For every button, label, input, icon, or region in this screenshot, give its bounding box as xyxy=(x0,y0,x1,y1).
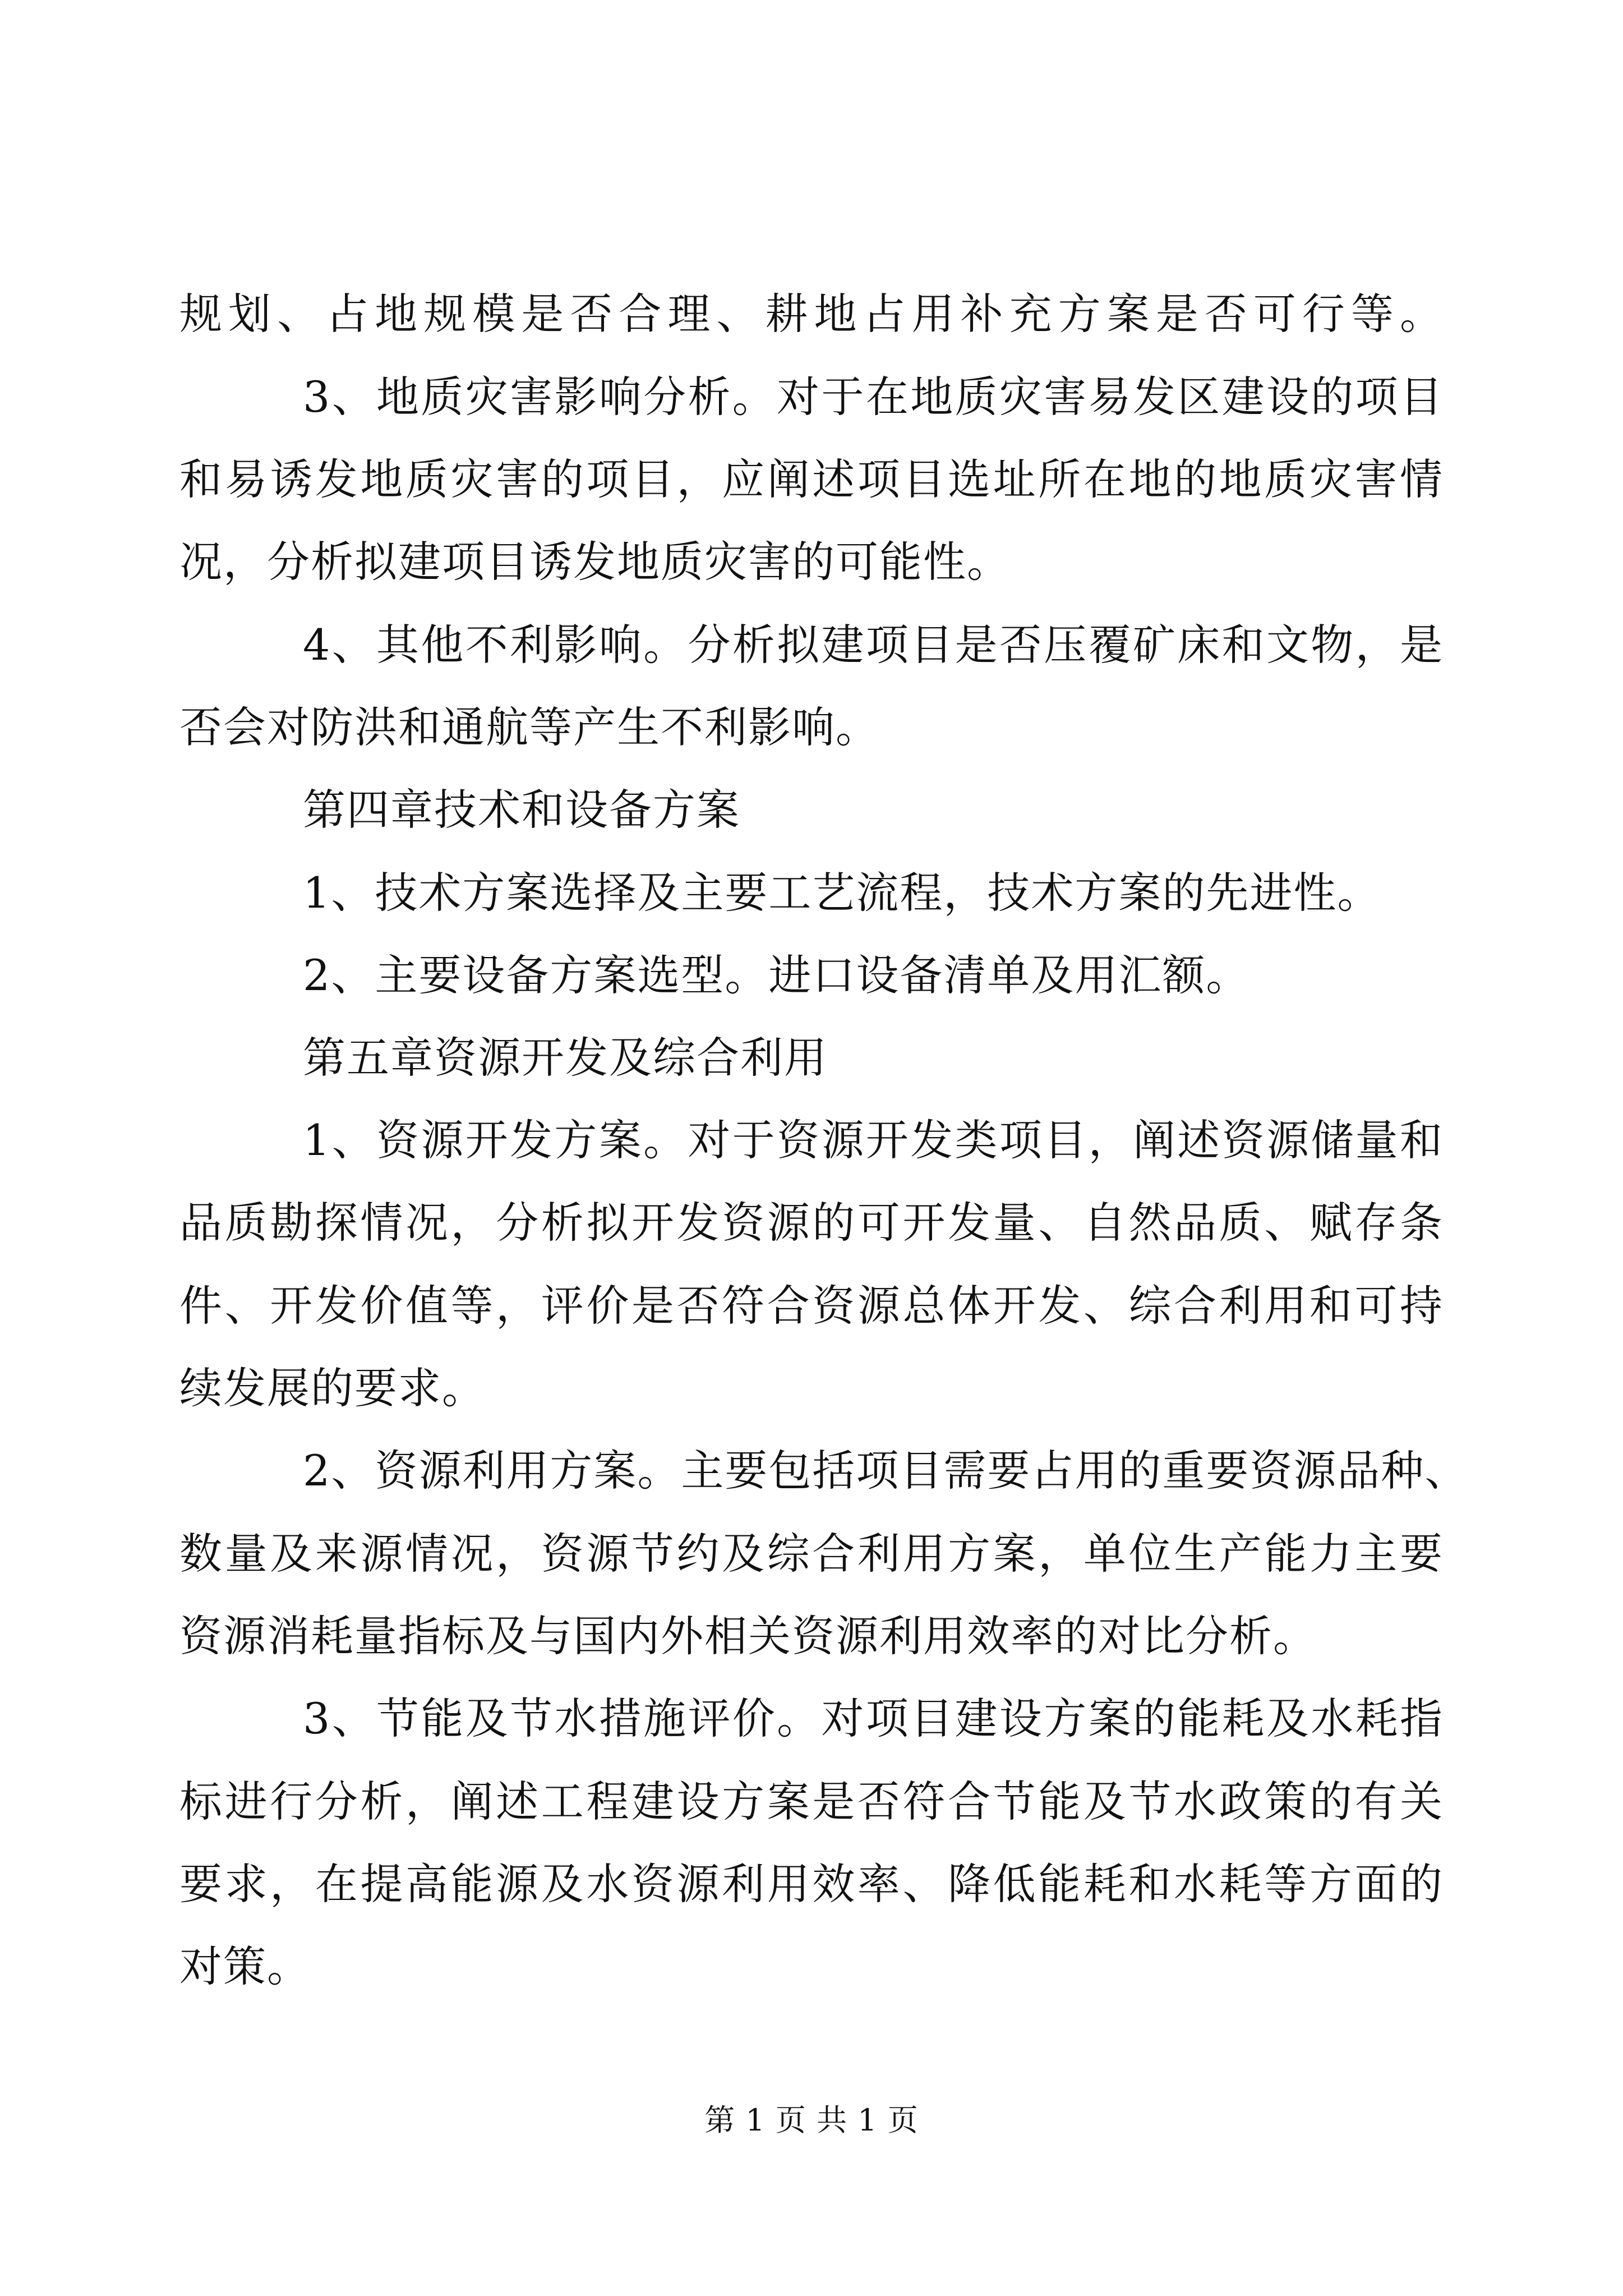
text-line: 标进行分析，阐述工程建设方案是否符合节能及节水政策的有关 xyxy=(179,1777,1444,1826)
text-line: 要求，在提高能源及水资源利用效率、降低能耗和水耗等方面的 xyxy=(179,1859,1444,1909)
page-number-footer: 第 1 页 共 1 页 xyxy=(704,2102,919,2138)
chapter-heading: 第四章技术和设备方案 xyxy=(303,785,740,835)
text-line: 数量及来源情况，资源节约及综合利用方案，单位生产能力主要 xyxy=(179,1529,1444,1579)
text-line: 1、资源开发方案。对于资源开发类项目，阐述资源储量和 xyxy=(303,1115,1444,1165)
text-line: 2、主要设备方案选型。进口设备清单及用汇额。 xyxy=(303,950,1250,1000)
text-line: 资源消耗量指标及与国内外相关资源利用效率的对比分析。 xyxy=(179,1611,1317,1661)
text-line: 件、开发价值等，评价是否符合资源总体开发、综合利用和可持 xyxy=(179,1281,1444,1331)
text-line: 4、其他不利影响。分析拟建项目是否压覆矿床和文物，是 xyxy=(303,620,1444,670)
text-line: 品质勘探情况，分析拟开发资源的可开发量、自然品质、赋存条 xyxy=(179,1198,1444,1248)
text-line: 1、技术方案选择及主要工艺流程，技术方案的先进性。 xyxy=(303,868,1381,918)
text-line: 况，分析拟建项目诱发地质灾害的可能性。 xyxy=(179,537,1011,587)
text-line: 续发展的要求。 xyxy=(179,1363,486,1413)
text-line: 3、地质灾害影响分析。对于在地质灾害易发区建设的项目 xyxy=(303,372,1444,422)
text-line: 和易诱发地质灾害的项目，应阐述项目选址所在地的地质灾害情 xyxy=(179,454,1444,504)
text-line: 对策。 xyxy=(179,1941,311,1991)
text-line: 否会对防洪和通航等产生不利影响。 xyxy=(179,702,879,752)
text-line: 规划、占地规模是否合理、耕地占用补充方案是否可行等。 xyxy=(179,289,1444,339)
text-line: 3、节能及节水措施评价。对项目建设方案的能耗及水耗指 xyxy=(303,1694,1444,1743)
text-line: 2、资源利用方案。主要包括项目需要占用的重要资源品种、 xyxy=(303,1446,1469,1496)
chapter-heading: 第五章资源开发及综合利用 xyxy=(303,1033,828,1083)
